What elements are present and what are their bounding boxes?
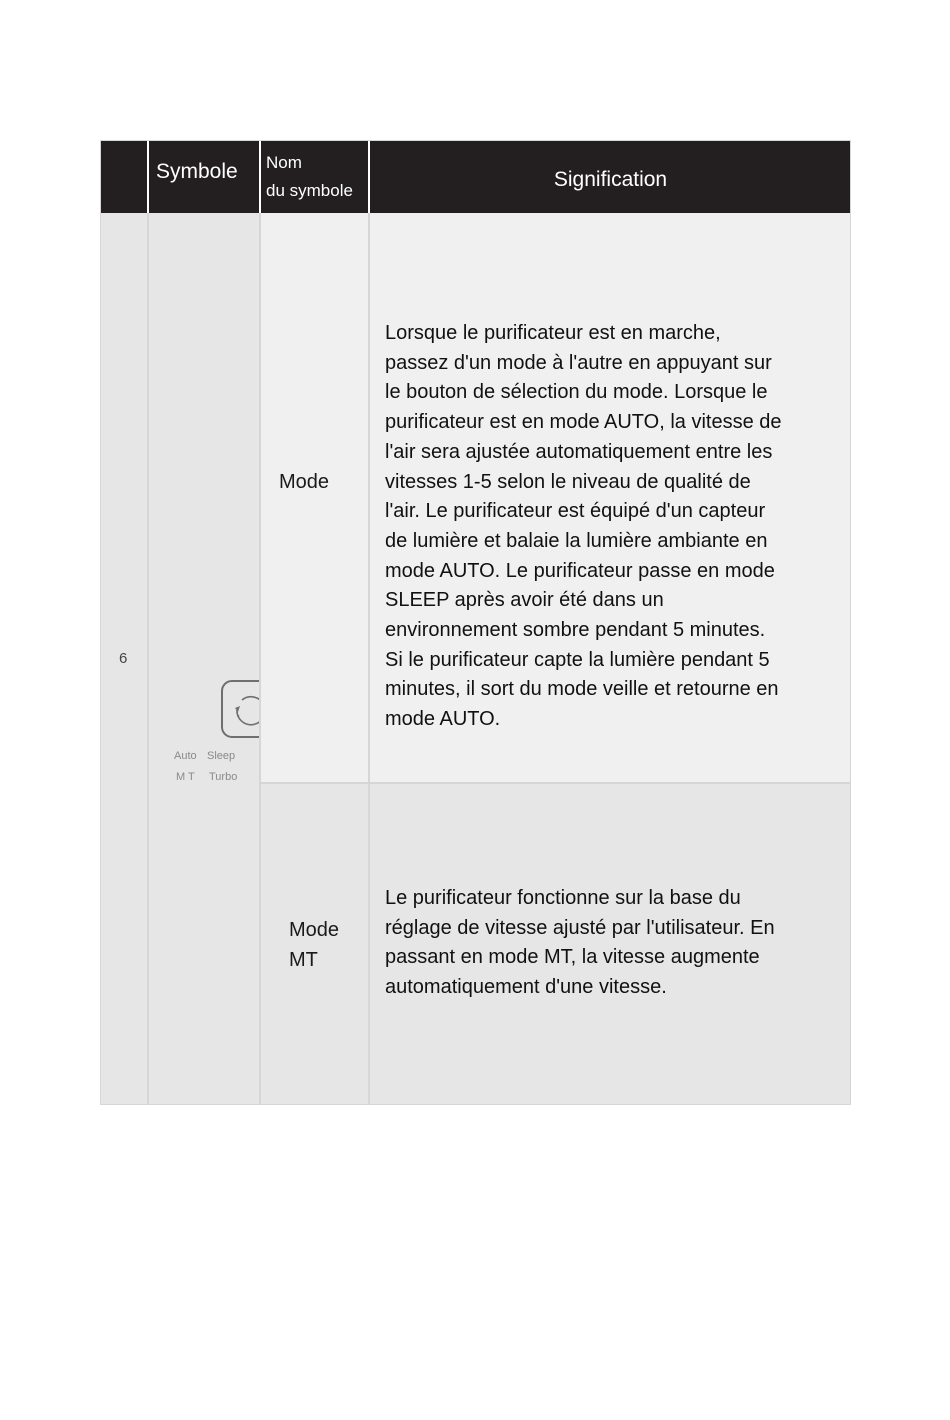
symbol-table [100,140,851,1105]
header-name-line2: du symbole [266,181,353,200]
header-divider [147,141,149,213]
meaning-line: mode AUTO. Le purificateur passe en mode [385,559,775,582]
meaning-line: Le purificateur fonctionne sur la base du [385,887,741,909]
row-number: 6 [119,650,128,667]
meaning-line: Lorsque le purificateur est en marche, [385,322,721,344]
row-mode-meaning [385,319,782,735]
header-symbol-cell [149,141,259,213]
row-mode-name: Mode [279,471,330,493]
row-mode-mt-meaning [385,884,775,1003]
meaning-line: automatiquement d'une vitesse. [385,976,667,999]
header-divider [259,141,261,213]
meaning-line: réglage de vitesse ajusté par l'utilisateur. En [385,916,775,939]
meaning-line: le bouton de sélection du mode. Lorsque le [385,381,768,404]
icon-label-turbo: Turbo [209,771,238,783]
row-mode-mt-meaning-cell [370,784,850,1104]
row-number-cell [101,213,147,1104]
meaning-line: purificateur est en mode AUTO, la vitesse de [385,411,782,434]
icon-label-auto: Auto [174,750,197,762]
header-number-cell [101,141,147,213]
row-mode-mt-name-cell [261,784,368,1104]
row-mode-name-cell [261,213,368,782]
header-name-cell [261,141,368,213]
meaning-line: mode AUTO. [385,708,501,731]
column-divider [259,213,261,1104]
column-divider [368,213,370,1104]
header-name-line1: Nom [266,153,302,172]
row-divider [261,782,850,784]
table-header [101,141,850,213]
meaning-line: de lumière et balaie la lumière ambiante en [385,529,768,552]
row-mode-mt-name-line2: MT [289,949,318,971]
meaning-line: passant en mode MT, la vitesse augmente [385,946,760,969]
header-divider [368,141,370,213]
symbol-cell [149,213,259,1104]
header-symbol-label: Symbole [156,160,238,183]
icon-label-mt: M T [176,771,195,783]
meaning-line: minutes, il sort du mode veille et retourne en [385,678,779,701]
row-mode-mt-name-line1: Mode [289,919,340,941]
meaning-line: SLEEP après avoir été dans un [385,589,664,612]
meaning-line: vitesses 1-5 selon le niveau de qualité de [385,470,751,493]
header-meaning-label: Signification [553,168,668,191]
row-mode-meaning-cell [370,213,850,782]
meaning-line: l'air. Le purificateur est équipé d'un capteur [385,500,766,523]
meaning-line: passez d'un mode à l'autre en appuyant sur [385,351,772,374]
icon-label-sleep: Sleep [207,750,236,762]
meaning-line: l'air sera ajustée automatiquement entre les [385,440,773,463]
column-divider [147,213,149,1104]
meaning-line: environnement sombre pendant 5 minutes. [385,619,766,642]
row-mode-mt-name [289,915,339,975]
header-meaning-cell [370,141,851,213]
meaning-line: Si le purificateur capte la lumière pendant 5 [385,648,770,671]
